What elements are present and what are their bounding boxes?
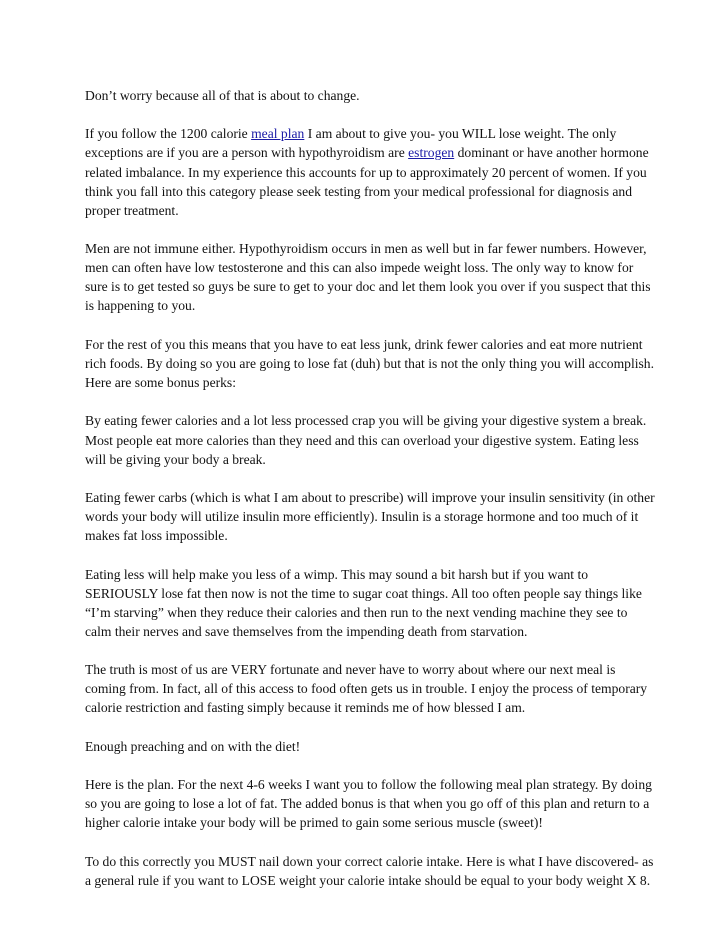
paragraph-1: Don’t worry because all of that is about to change. <box>85 88 360 103</box>
paragraph-6: Eating fewer carbs (which is what I am about to prescribe) will improve your insulin sensitivity (in other words your body will utilize insulin more efficiently). Insulin is a storage hormone and too much of it makes fat loss impossible. <box>85 489 655 544</box>
paragraph-5: By eating fewer calories and a lot less processed crap you will be giving your digestive system a break. Most people eat more calories than they need and this can overload your digestive system. Eating less will be giving your body a break. <box>85 413 647 467</box>
paragraph-2 <box>85 124 657 219</box>
paragraph-4: For the rest of you this means that you have to eat less junk, drink fewer calories and eat more nutrient rich foods. By doing so you are going to lose fat (duh) but that is not the only thing you will accomplish. Here are some bonus perks: <box>85 336 654 391</box>
paragraph-3: Men are not immune either. Hypothyroidism occurs in men as well but in far fewer numbers. However, men can often have low testosterone and this can also impede weight loss. The only way to know for sure is to get tested so guys be sure to get to your doc and let them look you over if you suspect that this is happening to you. <box>85 241 651 314</box>
paragraph-7: Eating less will help make you less of a wimp. This may sound a bit harsh but if you want to SERIOUSLY lose fat then now is not the time to sugar coat things. All too often people say things like “I’m starving” when they reduce their calories and then run to the next vending machine they see to calm their nerves and save themselves from the impending death from starvation. <box>85 566 642 639</box>
paragraph-10: Here is the plan. For the next 4-6 weeks I want you to follow the following meal plan strategy. By doing so you are going to lose a lot of fat. The added bonus is that when you go off of this plan and return to a higher calorie intake your body will be primed to gain some serious muscle (sweet)! <box>85 777 652 831</box>
paragraph-8: The truth is most of us are VERY fortunate and never have to worry about where our next meal is coming from. In fact, all of this access to food often gets us in trouble. I enjoy the process of temporary calorie restriction and fasting simply because it reminds me of how blessed I am. <box>85 662 648 716</box>
estrogen-link[interactable]: estrogen <box>408 145 455 161</box>
paragraph-9: Enough preaching and on with the diet! <box>85 738 301 754</box>
paragraph-2-text-b: I am about to give you- you WILL lose weight. The only exceptions are if you are a person with hypothyroidism are <box>85 126 617 161</box>
meal-plan-link[interactable]: meal plan <box>251 126 305 142</box>
paragraph-2-text-a: If you follow the 1200 calorie <box>85 126 252 142</box>
paragraph-11: To do this correctly you MUST nail down your correct calorie intake. Here is what I have discovered- as a general rule if you want to LOSE weight your calorie intake should be equal to your body weight X 8. <box>85 853 654 888</box>
document-body <box>85 86 657 909</box>
paragraph-2-text-c: dominant or have another hormone related imbalance. In my experience this accounts for up to approximately 20 percent of women. If you think you fall into this category please seek testing from your medical professional for diagnosis and proper treatment. <box>85 145 649 218</box>
